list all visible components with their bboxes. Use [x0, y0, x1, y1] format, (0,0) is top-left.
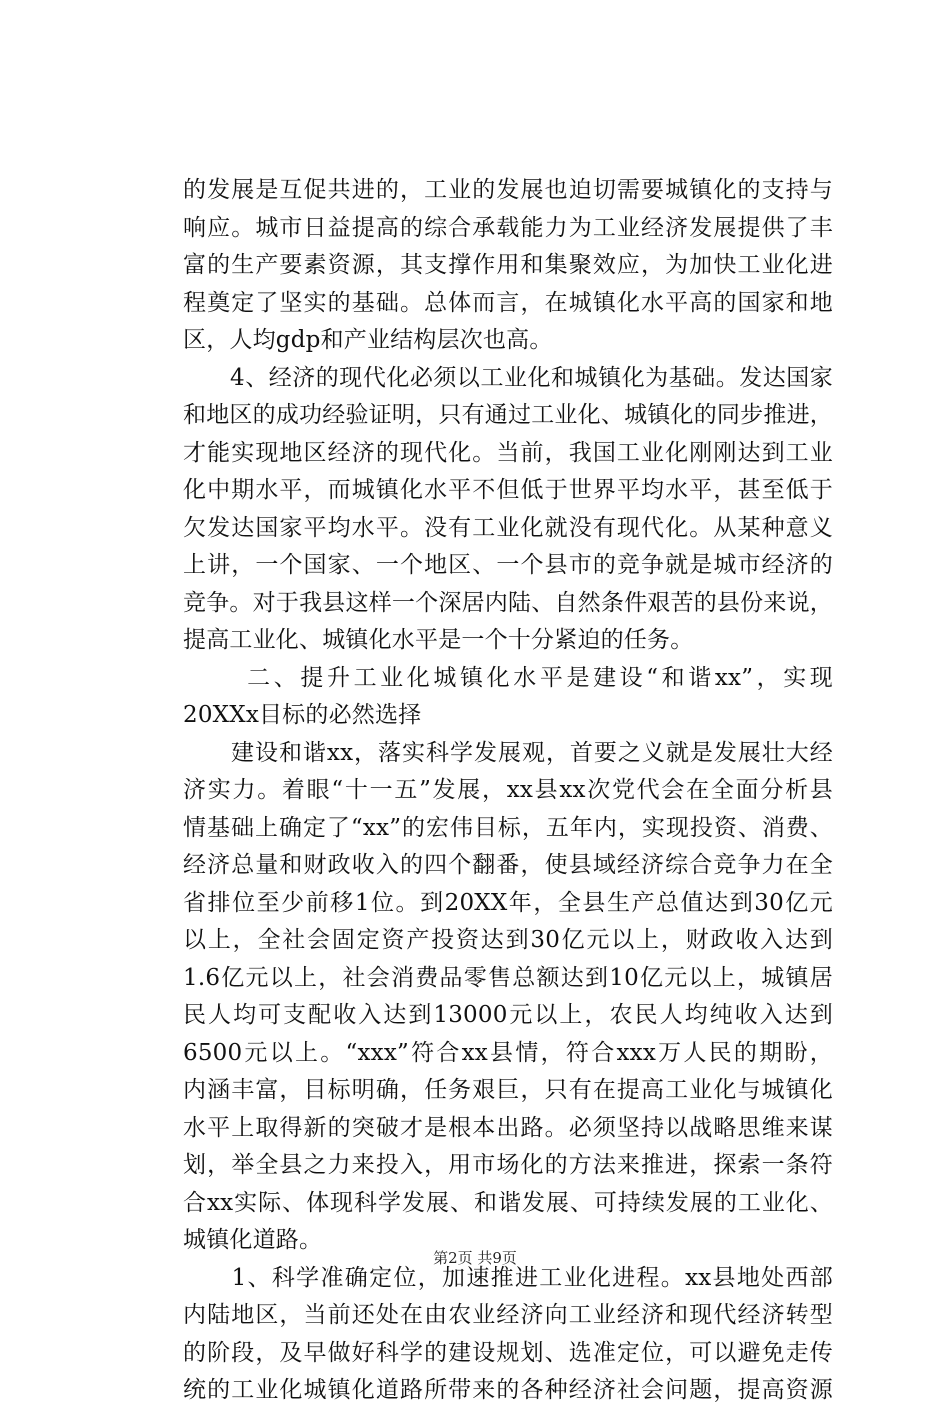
text-line: 1、科学准确定位，加速推进工业化进程。xx县地处西部 — [183, 1264, 833, 1291]
text-line: 6500元以上。“xxx”符合xx县情，符合xxx万人民的期盼， — [183, 1039, 833, 1066]
text-line: 建设和谐xx，落实科学发展观，首要之义就是发展壮大经 — [183, 739, 833, 766]
text-line: 济实力。着眼“十一五”发展，xx县xx次党代会在全面分析县 — [183, 777, 833, 803]
text-line: 欠发达国家平均水平。没有工业化就没有现代化。从某种意义 — [183, 514, 833, 541]
text-line: 1.6亿元以上，社会消费品零售总额达到10亿元以上，城镇居 — [183, 964, 833, 991]
text-line: 程奠定了坚实的基础。总体而言，在城镇化水平高的国家和地 — [183, 289, 833, 316]
text-line: 提高工业化、城镇化水平是一个十分紧迫的任务。 — [183, 627, 694, 653]
text-line: 20XXx目标的必然选择 — [183, 702, 422, 728]
text-line: 统的工业化城镇化道路所带来的各种经济社会问题，提高资源 — [183, 1377, 833, 1403]
text-line: 划，举全县之力来投入，用市场化的方法来推进，探索一条符 — [183, 1152, 833, 1178]
text-line: 的阶段，及早做好科学的建设规划、选准定位，可以避免走传 — [183, 1339, 833, 1366]
page-footer: 第2页 共9页 — [433, 1249, 517, 1267]
text-line: 内涵丰富，目标明确，任务艰巨，只有在提高工业化与城镇化 — [183, 1077, 833, 1103]
text-line: 的发展是互促共进的，工业的发展也迫切需要城镇化的支持与 — [183, 177, 833, 203]
text-line: 区，人均gdp和产业结构层次也高。 — [183, 327, 553, 353]
text-line: 水平上取得新的突破才是根本出路。必须坚持以战略思维来谋 — [183, 1114, 833, 1141]
text-line: 城镇化道路。 — [183, 1227, 323, 1253]
text-line: 才能实现地区经济的现代化。当前，我国工业化刚刚达到工业 — [183, 439, 833, 466]
text-line: 上讲，一个国家、一个地区、一个县市的竞争就是城市经济的 — [183, 552, 833, 578]
text-line: 情基础上确定了“xx”的宏伟目标，五年内，实现投资、消费、 — [183, 814, 833, 841]
text-line: 响应。城市日益提高的综合承载能力为工业经济发展提供了丰 — [183, 214, 833, 241]
text-line: 竞争。对于我县这样一个深居内陆、自然条件艰苦的县份来说， — [183, 589, 833, 616]
text-line: 民人均可支配收入达到13000元以上，农民人均纯收入达到 — [183, 1002, 833, 1028]
text-line: 4、经济的现代化必须以工业化和城镇化为基础。发达国家 — [183, 364, 833, 391]
text-line: 和地区的成功经验证明，只有通过工业化、城镇化的同步推进， — [183, 402, 833, 428]
body-text — [183, 172, 833, 1410]
text-line: 合xx实际、体现科学发展、和谐发展、可持续发展的工业化、 — [183, 1189, 833, 1216]
text-line: 经济总量和财政收入的四个翻番，使县域经济综合竞争力在全 — [183, 852, 833, 878]
text-line: 省排位至少前移1位。到20XX年，全县生产总值达到30亿元 — [183, 889, 833, 916]
text-line: 化中期水平，而城镇化水平不但低于世界平均水平，甚至低于 — [183, 477, 833, 503]
text-line: 以上，全社会固定资产投资达到30亿元以上，财政收入达到 — [183, 927, 833, 953]
text-line: 内陆地区，当前还处在由农业经济向工业经济和现代经济转型 — [183, 1302, 833, 1328]
text-line: 富的生产要素资源，其支撑作用和集聚效应，为加快工业化进 — [183, 252, 833, 278]
text-line: 二、提升工业化城镇化水平是建设“和谐xx”，实现 — [183, 664, 833, 691]
